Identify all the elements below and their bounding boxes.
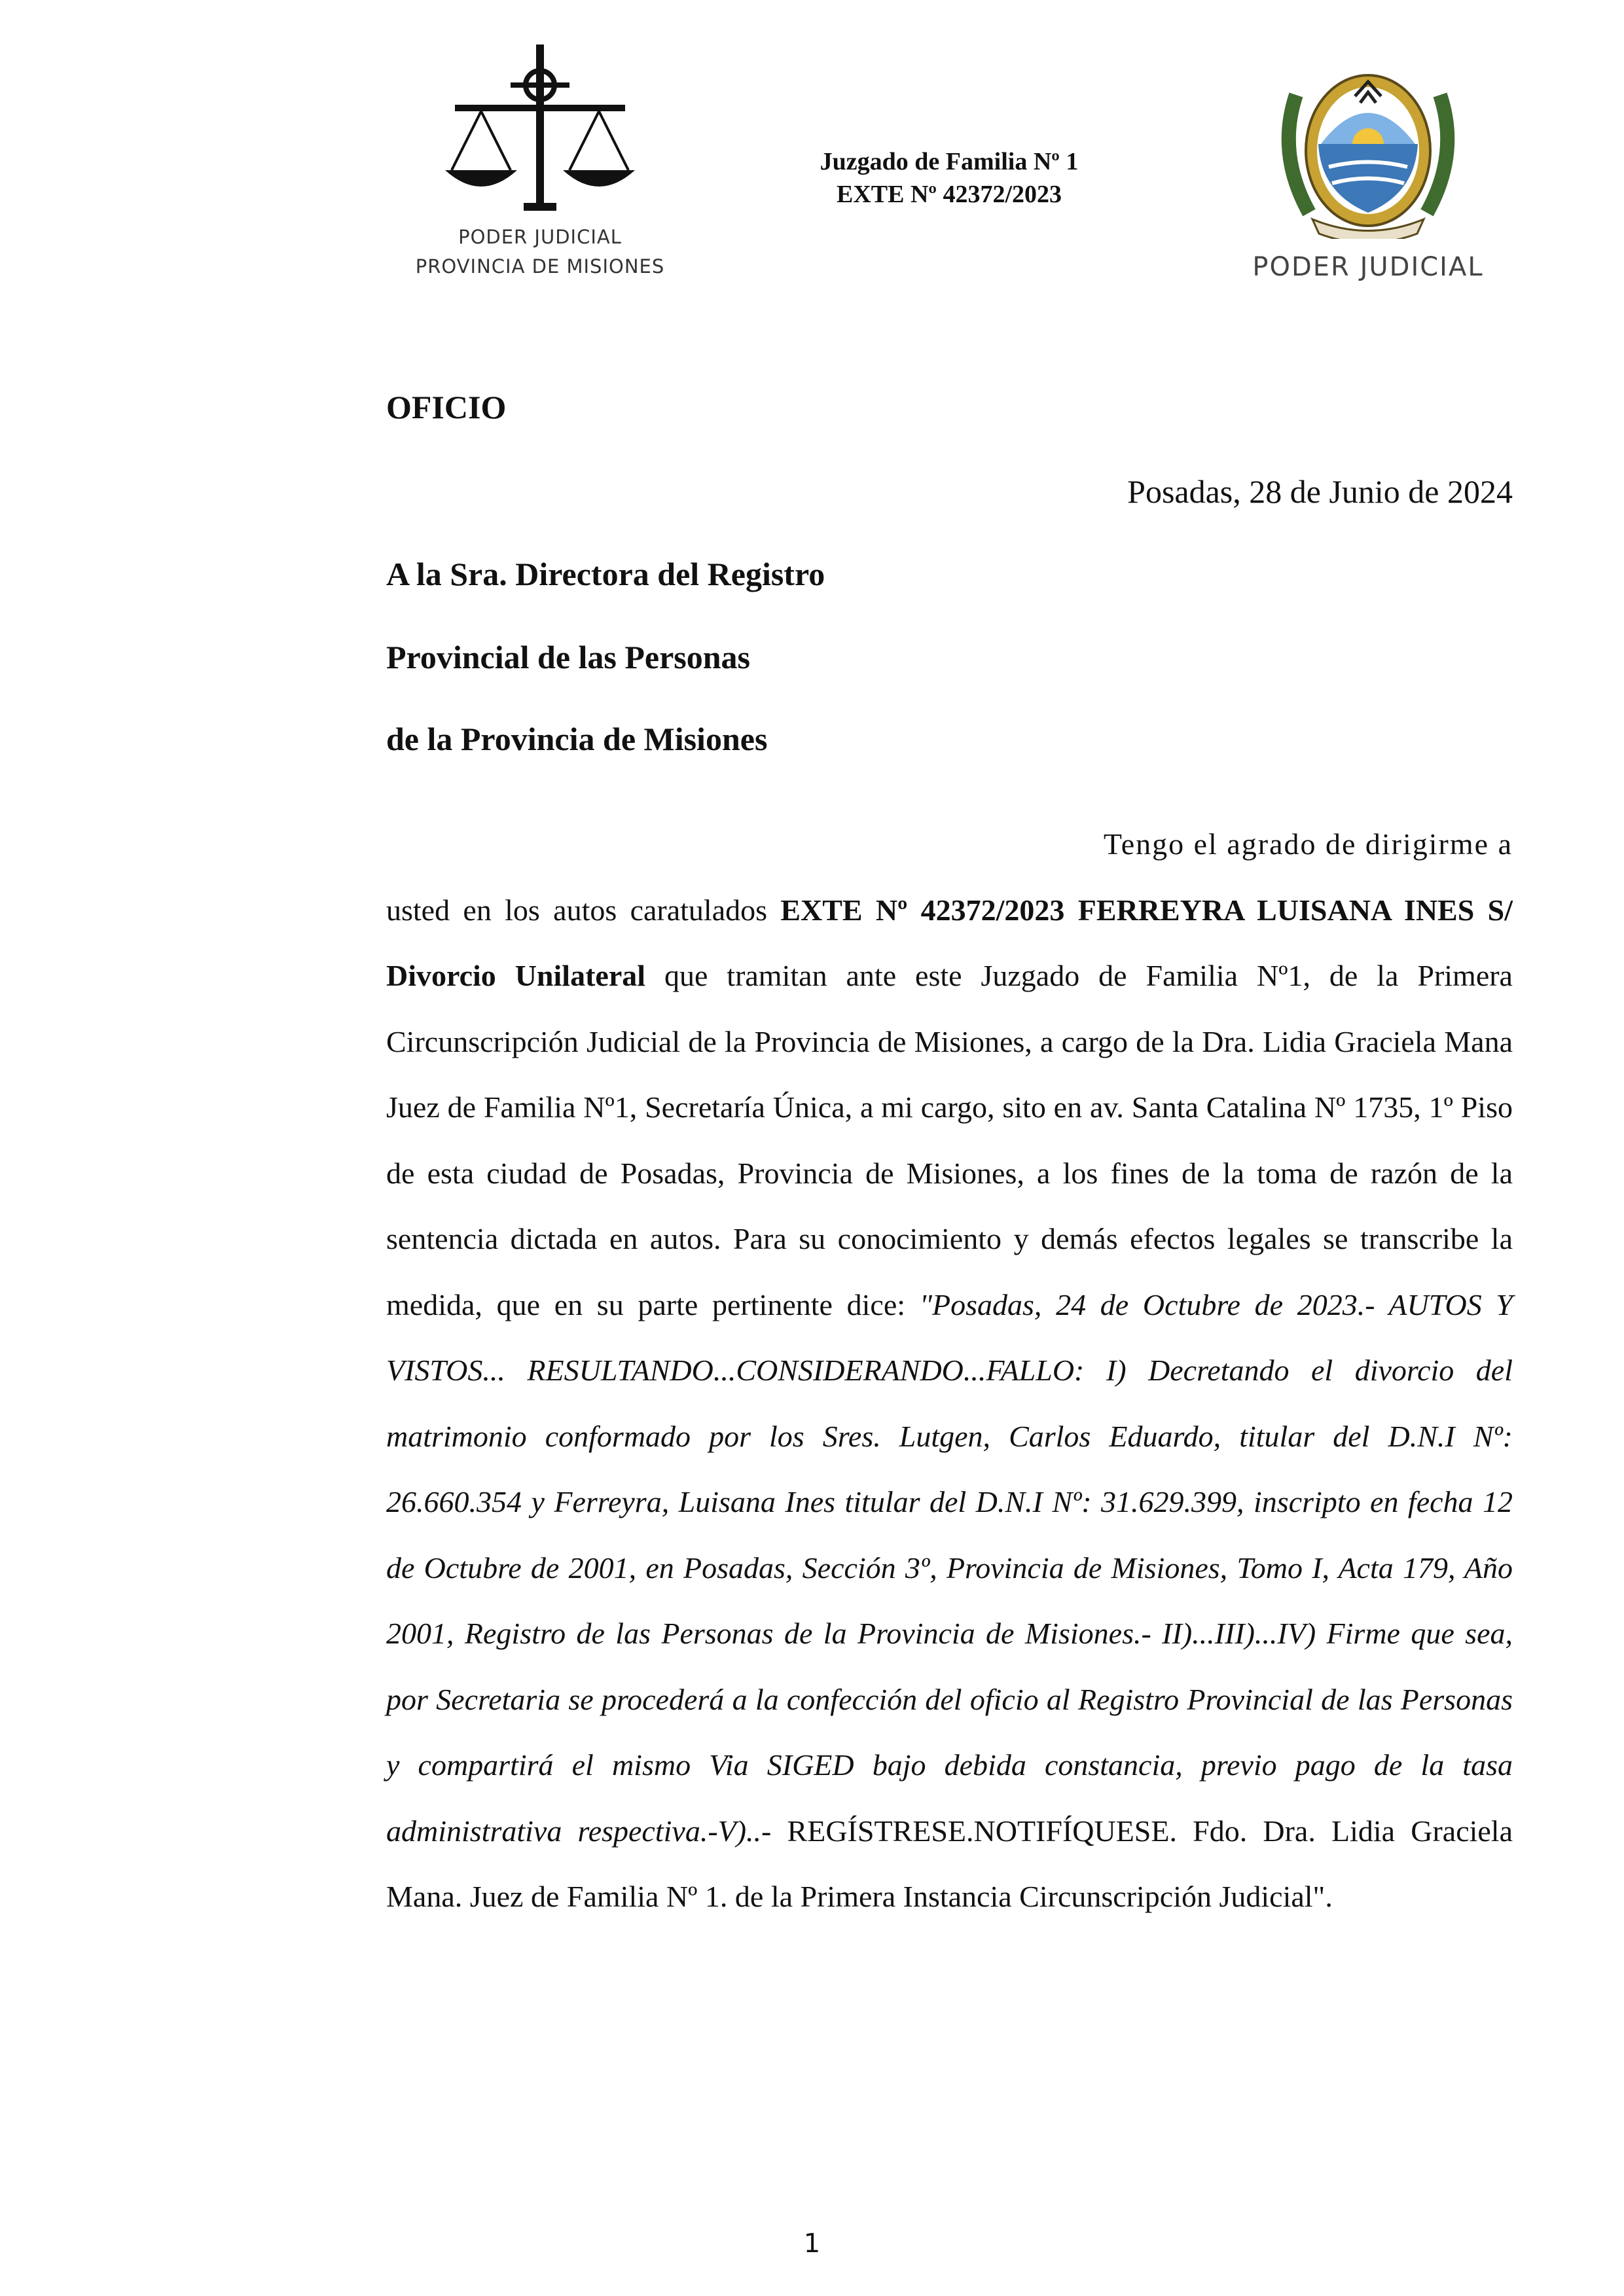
body-text-b: que tramitan ante este Juzgado de Familia Nº1, de la Primera Circunscripción Judicial de la Provincia de Misiones, a cargo de la Dra. Lidia Graciela Mana Juez de Familia Nº1, Secretaría Única, a mi cargo, sito en av. Santa Catalina Nº 1735, 1º Piso de esta ciudad de Posadas, Provincia de Misiones, a los fines de la toma de razón de la sentencia dictada en autos. Para su conocimiento y demás efectos legales se transcribe la medida, que en su parte pertinente dice: xyxy=(386,959,1513,1321)
quoted-resolution-tail: REGÍSTRESE.NOTIFÍQUESE. Fdo. Dra. Lidia Graciela Mana. Juez de Familia Nº 1. de la Primera Instancia Circunscripción Judicial". xyxy=(386,1814,1513,1913)
court-name: Juzgado de Familia Nº 1 xyxy=(820,148,1079,175)
body-text-a: usted en los autos caratulados xyxy=(386,893,781,927)
document-type-heading: OFICIO xyxy=(386,389,507,425)
right-logo-caption: PODER JUDICIAL xyxy=(1252,252,1484,282)
left-logo-caption-line1: PODER JUDICIAL xyxy=(458,226,622,248)
body-paragraph xyxy=(386,812,1513,1930)
page-number: 1 xyxy=(803,2229,821,2259)
left-logo-caption-line2: PROVINCIA DE MISIONES xyxy=(415,255,665,278)
addressee-line-2: Provincial de las Personas xyxy=(386,639,751,675)
misiones-seal-logo xyxy=(1231,56,1506,291)
scales-of-justice-icon xyxy=(432,39,648,216)
poder-judicial-logo xyxy=(399,39,681,295)
case-title: EXTE Nº 42372/2023 FERREYRA LUISANA INES S/ Divorcio Unilateral xyxy=(386,893,1513,992)
addressee-line-1: A la Sra. Directora del Registro xyxy=(386,556,825,592)
document-header xyxy=(759,145,1139,211)
body-intro: Tengo el agrado de dirigirme a xyxy=(1103,827,1513,861)
addressee-line-3: de la Provincia de Misiones xyxy=(386,721,768,757)
province-of-misiones-seal-icon xyxy=(1270,56,1466,239)
file-number: EXTE Nº 42372/2023 xyxy=(836,181,1062,208)
date-line: Posadas, 28 de Junio de 2024 xyxy=(1127,473,1513,510)
quoted-resolution: "Posadas, 24 de Octubre de 2023.- AUTOS Y VISTOS... RESULTANDO...CONSIDERANDO...FALLO: I) Decretando el divorcio del matrimonio conformado por los Sres. Lutgen, Carlos Eduardo, titular del D.N.I Nº: 26.660.354 y Ferreyra, Luisana Ines titular del D.N.I Nº: 31.629.399, inscripto en fecha 12 de Octubre de 2001, en Posadas, Sección 3º, Provincia de Misiones, Tomo I, Acta 179, Año 2001, Registro de las Personas de la Provincia de Misiones.- II)...III)...IV) Firme que sea, por Secretaria se procederá a la confección del oficio al Registro Provincial de las Personas y compartirá el mismo Via SIGED bajo debida constancia, previo pago de la tasa administrativa respectiva.-V)..- xyxy=(386,1287,1513,1848)
